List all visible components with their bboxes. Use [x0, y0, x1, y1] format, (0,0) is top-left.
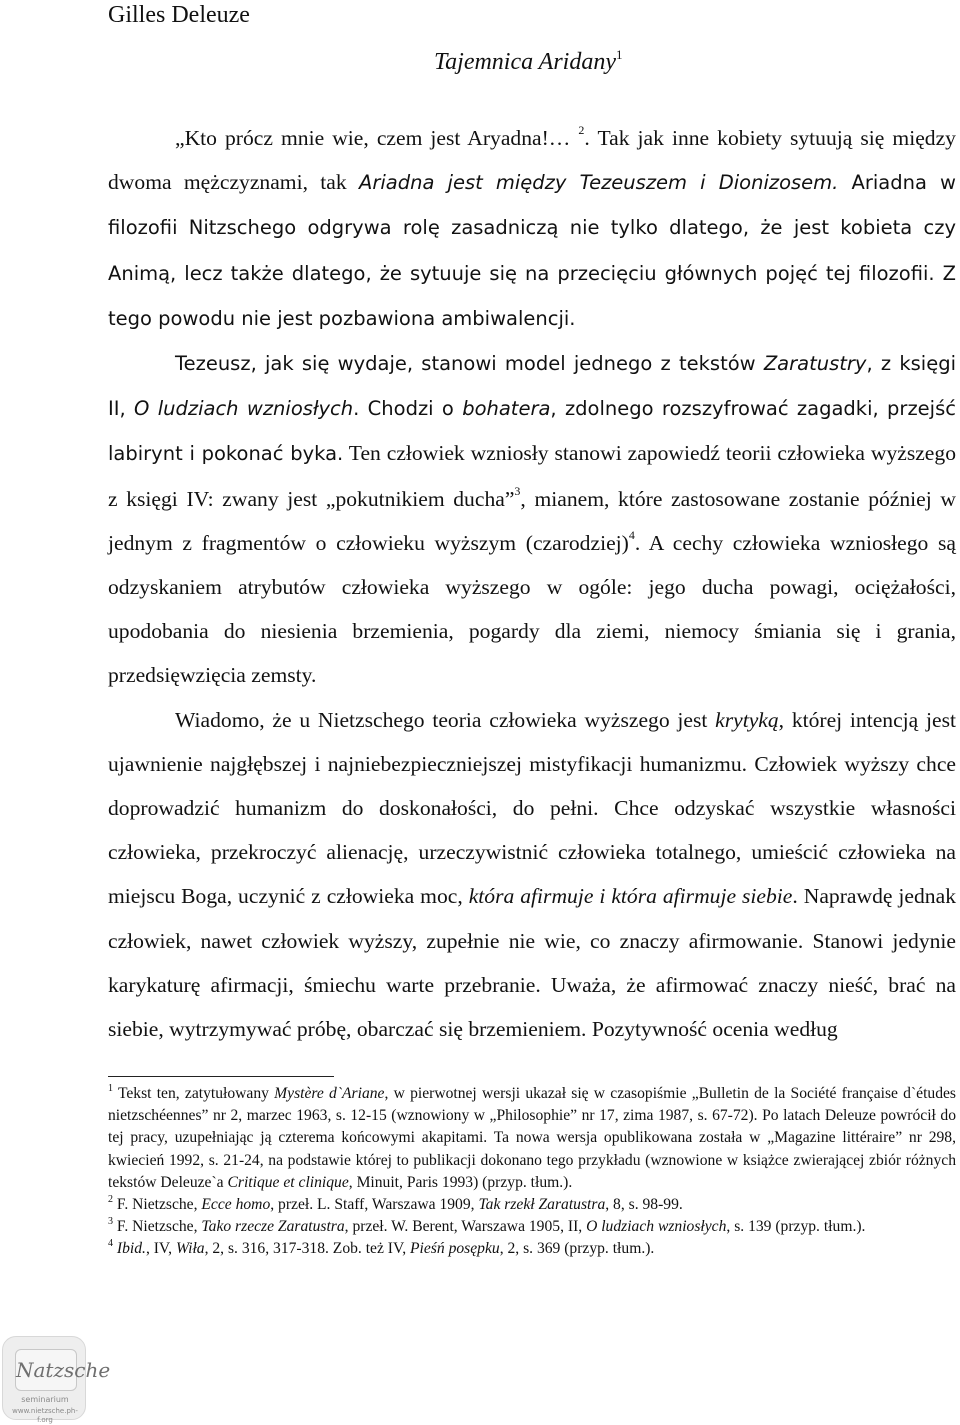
watermark-logo: Natzsche — [15, 1349, 77, 1391]
p3-text-3: . Naprawdę jednak człowiek, nawet człowiek wyższy, zupełnie nie wie, co znaczy afirmowanie. Stanowi jedynie karykaturę afirmacji, śmiechu warte przebranie. Uważa, że afirmować znaczy nieść, brać na siebie, wytrzymywać próbę, obarczać się brzemieniem. Pozytywność ocenia według — [108, 884, 956, 1042]
footnote-4-text-4: , 2, s. 369 (przyp. tłum.). — [499, 1240, 655, 1258]
footnote-1-text-2: , w pierwotnej wersji ukazał się w czasopiśmie „Bulletin de la Société française d`études nietzschéennes” nr 2, marzec 1963, s. 12-15 (wznowiony w „Philosophie” nr 17, zima 1987, s. 67-72). Po latach Deleuze powrócił do tej pracy, uzupełniając ją czterema końcowymi akapitami. Ta nowa wersja opublikowana została w „Magazine littéraire” nr 298, kwiecień 1992, s. 21-24, na podstawie której to publikacji dokonano tego przykładu (wznowione w książce zwierającej zbiór różnych tekstów Deleuze`a — [108, 1085, 957, 1191]
footnote-4 — [108, 1238, 956, 1260]
watermark-url: www.nietzsche.ph-f.org — [12, 1407, 78, 1424]
footnote-4-italic-3: Pieśń posępku — [410, 1240, 500, 1258]
footnote-2-italic-1: Ecce homo — [201, 1196, 271, 1214]
paragraph-2 — [108, 341, 956, 698]
p3-text-2: , której intencją jest ujawnienie najgłębszej i najniebezpieczniejszej mistyfikacji humanizmu. Człowiek wyższy chce doprowadzić humanizm do doskonałości, do pełni. Chce odzyskać wszystkie własności człowieka, przekroczyć alienację, urzeczywistnić człowieka totalnego, umieścić człowieka na miejscu Boga, uczynić z człowieka moc, — [108, 707, 956, 909]
watermark-subtitle: seminarium — [21, 1395, 69, 1404]
p2-italic-2: O ludziach wzniosłych — [134, 397, 354, 421]
footnote-ref-1[interactable]: 1 — [616, 47, 623, 62]
p2-italic-3: bohatera — [462, 397, 551, 421]
footnote-1-italic-2: Critique et clinique — [227, 1173, 349, 1191]
footnote-4-text-3: , 2, s. 316, 317-318. Zob. też IV, — [204, 1240, 411, 1258]
watermark-stamp-icon — [2, 1336, 111, 1424]
footnote-4-italic-2: Wiła — [175, 1240, 205, 1258]
footnote-4-number: 4 — [108, 1238, 113, 1250]
footnote-2-number: 2 — [108, 1194, 113, 1206]
footnote-4-italic-1: Ibid. — [116, 1240, 146, 1258]
footnote-1 — [108, 1083, 956, 1194]
footnote-2-italic-2: Tak rzekł Zaratustra — [478, 1196, 606, 1214]
p3-italic-1: krytyką — [715, 707, 779, 732]
footnote-3-text-1: F. Nietzsche, — [113, 1218, 202, 1236]
p1-text-3: Ariadna w filozofii Nitzschego odgrywa rolę zasadniczą nie tylko dlatego, że jest kobieta czy Animą, lecz także dlatego, że sytuuje się na przecięciu głównych pojęć tej filozofii. Z tego powodu nie jest pozbawiona ambiwalencji. — [108, 171, 956, 330]
main-text — [108, 116, 956, 1051]
p2-text-4: , zdolnego rozszyfrować zagadki, przejść labirynt i pokonać byka. — [108, 397, 956, 466]
footnote-1-text-3: , Minuit, Paris 1993) (przyp. tłum.). — [348, 1173, 573, 1191]
author-name: Gilles Deleuze — [108, 2, 250, 28]
footnote-3-italic-1: Tako rzecze Zaratustra — [201, 1218, 345, 1236]
p1-text-1: „Kto prócz mnie wie, czem jest Aryadna!… — [175, 126, 579, 150]
footnote-3 — [108, 1216, 956, 1238]
p2-text-3: . Chodzi o — [353, 397, 463, 421]
p1-italic-1: Ariadna jest między Tezeuszem i Dionizosem. — [359, 171, 839, 195]
footnote-ref-2[interactable]: 2 — [578, 123, 585, 137]
footnote-2-text-3: , 8, s. 98-99. — [605, 1196, 683, 1214]
footnote-1-italic-1: Mystère d`Ariane — [274, 1085, 385, 1102]
p2-text-2: , z księgi II, — [108, 352, 956, 421]
p2-italic-1: Zaratustry — [763, 352, 867, 376]
footnote-3-text-2: , przeł. W. Berent, Warszawa 1905, II, — [344, 1218, 587, 1236]
p2-text-6: , mianem, które zastosowane zostanie później w jednym z fragmentów o człowieku wyższym (czarodziej) — [108, 486, 956, 555]
p3-italic-2: która afirmuje i która afirmuje siebie — [468, 884, 793, 909]
p2-text-7: . A cechy człowieka wzniosłego są odzyskaniem atrybutów człowieka wyższego w ogóle: jego ducha powagi, ociężałości, upodobania do niesienia brzemienia, pogardy dla ziemi, niemocy śmiania się i grania, przedsięwzięcia zemsty. — [108, 530, 956, 688]
footnote-1-number: 1 — [108, 1083, 113, 1094]
p2-text-1: Tezeusz, jak się wydaje, stanowi model jednego z tekstów — [175, 352, 764, 376]
footnote-ref-3[interactable]: 3 — [514, 483, 521, 498]
footnote-3-number: 3 — [108, 1216, 113, 1228]
p1-text-2: . Tak jak inne kobiety sytuują się między dwoma mężczyznami, tak — [108, 126, 956, 195]
footnote-4-text-2: , IV, — [145, 1240, 176, 1258]
p3-text-1: Wiadomo, że u Nietzschego teoria człowieka wyższego jest — [175, 707, 716, 732]
footnotes — [108, 1083, 956, 1261]
footnote-separator — [108, 1076, 334, 1077]
title-text: Tajemnica Aridany — [434, 49, 617, 75]
paragraph-3 — [108, 698, 956, 1052]
p2-text-5: Ten człowiek wzniosły stanowi zapowiedź teorii człowieka wyższego z księgi IV: zwany jest „pokutnikiem ducha” — [108, 441, 956, 511]
footnote-3-italic-2: O ludziach wzniosłych — [586, 1218, 727, 1236]
footnote-1-text-1: Tekst ten, zatytułowany — [113, 1085, 275, 1102]
footnote-2-text-1: F. Nietzsche, — [113, 1196, 202, 1214]
paragraph-1 — [108, 116, 956, 341]
footnote-2 — [108, 1194, 956, 1216]
footnote-ref-4[interactable]: 4 — [628, 527, 635, 542]
document-title — [434, 40, 623, 77]
footnote-2-text-2: , przeł. L. Staff, Warszawa 1909, — [270, 1196, 479, 1214]
footnote-3-text-3: , s. 139 (przyp. tłum.). — [726, 1218, 866, 1236]
